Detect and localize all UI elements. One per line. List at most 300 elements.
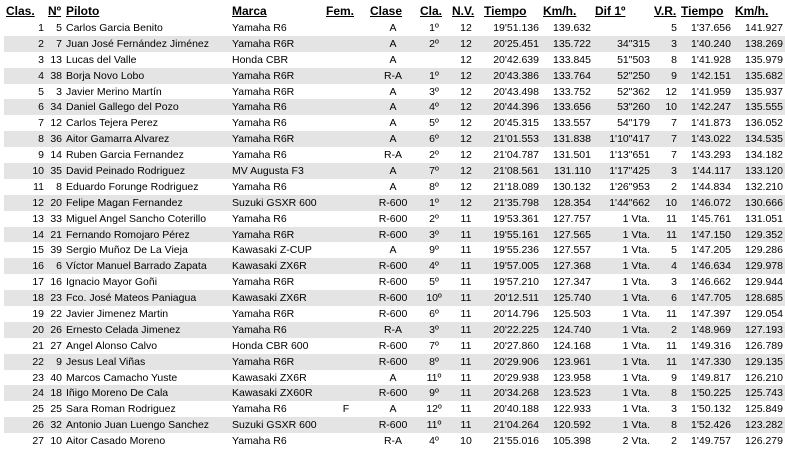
cell-marca: Yamaha R6 xyxy=(232,212,287,225)
cell-piloto: Marcos Camacho Yuste xyxy=(66,371,178,384)
cell-tiempo-vr: 1'37.656 xyxy=(691,21,731,34)
cell-clas: 22 xyxy=(32,355,44,368)
cell-num: 3 xyxy=(56,85,62,98)
cell-kmh-vr: 128.685 xyxy=(745,292,783,305)
cell-tiempo: 21'04.264 xyxy=(493,419,539,432)
cell-clas: 15 xyxy=(32,244,44,257)
cell-kmh-vr: 135.682 xyxy=(745,69,783,82)
cell-clase: R-600 xyxy=(378,260,408,273)
cell-clase: R-600 xyxy=(378,355,408,368)
cell-fem xyxy=(324,417,368,433)
cell-kmh-vr: 134.182 xyxy=(745,149,783,162)
header-kmh[interactable]: Km/h. xyxy=(543,4,577,18)
cell-tiempo-vr: 1'44.834 xyxy=(691,180,731,193)
cell-clase: R-600 xyxy=(378,196,408,209)
cell-piloto: Miguel Angel Sancho Coterillo xyxy=(66,212,207,225)
cell-vr: 6 xyxy=(671,292,677,305)
cell-piloto: Lucas del Valle xyxy=(66,53,137,66)
cell-cla: 5º xyxy=(429,117,439,130)
cell-piloto: Iñigo Moreno De Cala xyxy=(66,387,169,400)
cell-num: 26 xyxy=(50,323,62,336)
cell-nv: 12 xyxy=(460,180,472,193)
cell-vr: 3 xyxy=(671,37,677,50)
cell-cla: 1º xyxy=(429,69,439,82)
cell-dif: 1 Vta. xyxy=(622,228,650,241)
cell-nv: 11 xyxy=(460,403,472,416)
cell-marca: Suzuki GSXR 600 xyxy=(232,196,317,209)
cell-dif: 51"503 xyxy=(617,53,650,66)
cell-cla: 3º xyxy=(429,228,439,241)
cell-dif: 1'17"425 xyxy=(609,164,650,177)
cell-nv: 11 xyxy=(460,212,472,225)
cell-clas: 24 xyxy=(32,387,44,400)
cell-piloto: Carlos Garcia Benito xyxy=(66,21,163,34)
cell-tiempo-vr: 1'49.316 xyxy=(691,339,731,352)
cell-kmh: 133.764 xyxy=(553,69,591,82)
cell-fem xyxy=(324,227,368,243)
cell-clas: 12 xyxy=(32,196,44,209)
cell-kmh: 123.958 xyxy=(553,371,591,384)
cell-clase: R-600 xyxy=(378,228,408,241)
cell-num: 22 xyxy=(50,307,62,320)
header-row xyxy=(4,2,785,20)
cell-num: 5 xyxy=(56,21,62,34)
cell-nv: 12 xyxy=(460,37,472,50)
cell-fem xyxy=(324,147,368,163)
cell-clas: 3 xyxy=(38,53,44,66)
cell-tiempo: 20'27.860 xyxy=(493,339,539,352)
cell-dif: 52"362 xyxy=(617,85,650,98)
cell-clas: 1 xyxy=(38,21,44,34)
header-tiempo-vr[interactable]: Tiempo xyxy=(681,4,724,18)
cell-marca: Suzuki GSXR 600 xyxy=(232,419,317,432)
header-nv[interactable]: N.V. xyxy=(452,4,475,18)
cell-dif: 52"250 xyxy=(617,69,650,82)
cell-tiempo-vr: 1'49.817 xyxy=(691,371,731,384)
cell-cla: 4º xyxy=(429,435,439,448)
cell-fem xyxy=(324,242,368,258)
cell-kmh: 133.845 xyxy=(553,53,591,66)
cell-dif: 1 Vta. xyxy=(622,355,650,368)
cell-nv: 11 xyxy=(460,307,472,320)
cell-vr: 10 xyxy=(665,101,677,114)
cell-kmh-vr: 132.210 xyxy=(745,180,783,193)
cell-num: 6 xyxy=(56,260,62,273)
cell-nv: 12 xyxy=(460,117,472,130)
cell-kmh-vr: 129.135 xyxy=(745,355,783,368)
cell-clase: A xyxy=(389,371,397,384)
cell-cla: 1º xyxy=(429,196,439,209)
cell-vr: 7 xyxy=(671,133,677,146)
cell-kmh-vr: 136.052 xyxy=(745,117,783,130)
header-kmh-vr[interactable]: Km/h. xyxy=(735,4,769,18)
cell-nv: 11 xyxy=(460,244,472,257)
cell-kmh: 133.656 xyxy=(553,101,591,114)
cell-kmh-vr: 125.743 xyxy=(745,387,783,400)
results-table xyxy=(4,2,785,449)
cell-cla: 2º xyxy=(429,212,439,225)
cell-nv: 11 xyxy=(460,419,472,432)
table-row xyxy=(4,242,785,258)
cell-cla: 1º xyxy=(429,21,439,34)
cell-marca: Yamaha R6 xyxy=(232,149,287,162)
cell-marca: Yamaha R6R xyxy=(232,133,295,146)
cell-tiempo: 19'57.210 xyxy=(493,276,539,289)
cell-kmh-vr: 135.979 xyxy=(745,53,783,66)
cell-marca: Honda CBR 600 xyxy=(232,339,309,352)
header-dif[interactable]: Dif 1º xyxy=(595,4,626,18)
cell-clase: A xyxy=(389,37,397,50)
cell-fem xyxy=(324,99,368,115)
cell-fem xyxy=(324,322,368,338)
cell-dif: 1 Vta. xyxy=(622,387,650,400)
cell-nv: 11 xyxy=(460,228,472,241)
cell-num: 21 xyxy=(50,228,62,241)
cell-vr: 11 xyxy=(666,212,677,225)
cell-vr: 2 xyxy=(671,323,677,336)
cell-clas: 2 xyxy=(38,37,44,50)
cell-vr: 11 xyxy=(666,339,677,352)
header-tiempo[interactable]: Tiempo xyxy=(484,4,527,18)
cell-kmh-vr: 126.279 xyxy=(745,435,783,448)
cell-cla: 3º xyxy=(429,85,439,98)
cell-clase: R-A xyxy=(383,69,403,82)
cell-tiempo-vr: 1'41.873 xyxy=(691,117,731,130)
cell-dif: 1 Vta. xyxy=(622,307,650,320)
cell-piloto: Aitor Casado Moreno xyxy=(66,435,166,448)
cell-vr: 2 xyxy=(671,435,677,448)
cell-fem xyxy=(324,36,368,52)
cell-kmh: 127.347 xyxy=(553,276,591,289)
cell-tiempo: 19'57.005 xyxy=(493,260,539,273)
cell-num: 10 xyxy=(50,435,62,448)
results-body xyxy=(4,20,785,449)
cell-fem xyxy=(324,84,368,100)
cell-fem xyxy=(324,290,368,306)
cell-kmh: 131.110 xyxy=(553,164,591,177)
cell-cla: 12º xyxy=(426,403,442,416)
cell-cla: 4º xyxy=(429,101,439,114)
cell-dif: 54"179 xyxy=(617,117,650,130)
header-num[interactable]: Nº xyxy=(48,4,62,18)
table-row xyxy=(4,20,785,36)
cell-tiempo-vr: 1'43.293 xyxy=(691,149,731,162)
cell-clase: A xyxy=(389,117,397,130)
cell-vr: 7 xyxy=(671,149,677,162)
cell-tiempo-vr: 1'48.969 xyxy=(691,323,731,336)
cell-cla: 9º xyxy=(429,244,439,257)
cell-dif: 34"315 xyxy=(617,37,650,50)
cell-nv: 10 xyxy=(460,435,472,448)
cell-kmh: 122.933 xyxy=(553,403,591,416)
cell-tiempo: 20'29.906 xyxy=(493,355,539,368)
cell-piloto: Fco. José Mateos Paniagua xyxy=(66,292,197,305)
cell-cla xyxy=(418,52,450,68)
cell-kmh: 133.557 xyxy=(553,117,591,130)
cell-vr: 10 xyxy=(665,196,677,209)
table-row xyxy=(4,131,785,147)
cell-cla: 6º xyxy=(429,133,439,146)
cell-kmh: 124.168 xyxy=(553,339,591,352)
cell-tiempo-vr: 1'44.117 xyxy=(691,164,731,177)
cell-vr: 3 xyxy=(671,164,677,177)
cell-vr: 8 xyxy=(671,53,677,66)
cell-kmh: 127.565 xyxy=(553,228,591,241)
cell-kmh-vr: 126.789 xyxy=(745,339,783,352)
cell-kmh-vr: 129.054 xyxy=(745,307,783,320)
cell-dif: 1 Vta. xyxy=(622,260,650,273)
cell-clase: A xyxy=(389,180,397,193)
cell-nv: 11 xyxy=(460,339,472,352)
cell-clase: R-A xyxy=(383,435,403,448)
cell-nv: 12 xyxy=(460,53,472,66)
cell-fem xyxy=(324,274,368,290)
cell-marca: Honda CBR xyxy=(232,53,289,66)
table-row xyxy=(4,290,785,306)
cell-tiempo-vr: 1'41.959 xyxy=(691,85,731,98)
cell-nv: 12 xyxy=(460,85,472,98)
cell-dif: 1 Vta. xyxy=(622,403,650,416)
cell-dif: 1'13"651 xyxy=(609,149,650,162)
cell-tiempo-vr: 1'41.928 xyxy=(691,53,731,66)
header-clase[interactable]: Clase xyxy=(370,4,403,18)
cell-kmh: 127.368 xyxy=(553,260,591,273)
table-row xyxy=(4,274,785,290)
cell-num: 23 xyxy=(50,292,62,305)
cell-piloto: Jesus Leal Viñas xyxy=(66,355,146,368)
cell-cla: 9º xyxy=(429,387,439,400)
cell-tiempo: 21'01.553 xyxy=(493,133,539,146)
cell-tiempo: 19'55.161 xyxy=(493,228,539,241)
cell-vr: 5 xyxy=(671,244,677,257)
cell-tiempo-vr: 1'47.150 xyxy=(691,228,731,241)
cell-nv: 11 xyxy=(460,260,472,273)
cell-kmh-vr: 130.666 xyxy=(745,196,783,209)
table-row xyxy=(4,211,785,227)
cell-num: 35 xyxy=(50,164,62,177)
cell-num: 16 xyxy=(50,276,62,289)
cell-clase: R-600 xyxy=(378,292,408,305)
cell-cla: 2º xyxy=(429,149,439,162)
cell-piloto: Daniel Gallego del Pozo xyxy=(66,101,179,114)
cell-nv: 11 xyxy=(460,355,472,368)
cell-num: 7 xyxy=(56,37,62,50)
cell-clas: 21 xyxy=(32,339,44,352)
cell-dif: 1 Vta. xyxy=(622,212,650,225)
cell-clase: R-600 xyxy=(378,339,408,352)
header-clas[interactable]: Clas. xyxy=(6,4,35,18)
cell-cla: 7º xyxy=(429,164,439,177)
cell-cla: 2º xyxy=(429,37,439,50)
cell-dif: 1 Vta. xyxy=(622,371,650,384)
cell-dif: 1 Vta. xyxy=(622,292,650,305)
cell-piloto: Ruben Garcia Fernandez xyxy=(66,149,184,162)
cell-tiempo: 20'22.225 xyxy=(493,323,539,336)
cell-tiempo-vr: 1'47.397 xyxy=(691,307,731,320)
cell-kmh: 127.757 xyxy=(553,212,591,225)
header-fem[interactable]: Fem. xyxy=(326,4,355,18)
table-row xyxy=(4,370,785,386)
cell-kmh: 139.632 xyxy=(553,21,591,34)
cell-kmh-vr: 123.282 xyxy=(745,419,783,432)
cell-dif: 1 Vta. xyxy=(622,323,650,336)
cell-kmh-vr: 135.937 xyxy=(745,85,783,98)
cell-tiempo-vr: 1'47.330 xyxy=(691,355,731,368)
cell-num: 13 xyxy=(50,53,62,66)
header-marca[interactable]: Marca xyxy=(232,4,267,18)
cell-tiempo: 19'55.236 xyxy=(493,244,539,257)
table-row xyxy=(4,195,785,211)
cell-fem: F xyxy=(342,403,350,416)
cell-piloto: Ignacio Mayor Goñi xyxy=(66,276,158,289)
cell-kmh-vr: 126.210 xyxy=(745,371,783,384)
cell-piloto: Sara Roman Rodriguez xyxy=(66,403,176,416)
cell-tiempo: 19'53.361 xyxy=(493,212,539,225)
table-row xyxy=(4,163,785,179)
cell-tiempo: 21'04.787 xyxy=(493,149,539,162)
table-row xyxy=(4,179,785,195)
cell-fem xyxy=(324,354,368,370)
cell-kmh-vr: 129.286 xyxy=(745,244,783,257)
cell-nv: 12 xyxy=(460,69,472,82)
header-cla[interactable]: Cla. xyxy=(420,4,443,18)
cell-clas: 16 xyxy=(32,260,44,273)
cell-num: 25 xyxy=(50,403,62,416)
cell-fem xyxy=(324,385,368,401)
cell-fem xyxy=(324,131,368,147)
cell-fem xyxy=(324,115,368,131)
cell-kmh: 123.961 xyxy=(553,355,591,368)
header-vr[interactable]: V.R. xyxy=(654,4,677,18)
cell-clas: 6 xyxy=(38,101,44,114)
cell-clase: A xyxy=(389,85,397,98)
cell-tiempo: 20'40.188 xyxy=(493,403,539,416)
cell-tiempo-vr: 1'43.022 xyxy=(691,133,731,146)
cell-clas: 27 xyxy=(32,435,44,448)
cell-fem xyxy=(324,195,368,211)
cell-piloto: Javier Merino Martín xyxy=(66,85,162,98)
cell-vr: 4 xyxy=(671,260,677,273)
cell-marca: Yamaha R6R xyxy=(232,355,295,368)
cell-fem xyxy=(324,179,368,195)
header-piloto[interactable]: Piloto xyxy=(66,4,100,18)
cell-clas: 19 xyxy=(32,307,44,320)
cell-marca: Kawasaki ZX6R xyxy=(232,371,307,384)
cell-clas: 7 xyxy=(38,117,44,130)
cell-vr: 7 xyxy=(671,117,677,130)
table-row xyxy=(4,84,785,100)
cell-cla: 7º xyxy=(429,339,439,352)
cell-tiempo-vr: 1'42.151 xyxy=(691,69,731,82)
cell-vr: 3 xyxy=(671,276,677,289)
cell-nv: 11 xyxy=(460,371,472,384)
cell-clas: 23 xyxy=(32,371,44,384)
cell-tiempo-vr: 1'50.132 xyxy=(691,403,731,416)
cell-cla: 4º xyxy=(429,260,439,273)
cell-marca: Yamaha R6R xyxy=(232,69,295,82)
cell-piloto: Eduardo Forunge Rodriguez xyxy=(66,180,199,193)
cell-piloto: Ernesto Celada Jimenez xyxy=(66,323,181,336)
cell-marca: Yamaha R6 xyxy=(232,323,287,336)
cell-marca: Yamaha R6 xyxy=(232,180,287,193)
cell-marca: Kawasaki ZX6R xyxy=(232,292,307,305)
cell-tiempo: 21'35.798 xyxy=(493,196,539,209)
cell-dif xyxy=(593,20,652,36)
cell-kmh: 125.740 xyxy=(553,292,591,305)
cell-clase: R-A xyxy=(383,149,403,162)
cell-marca: Yamaha R6 xyxy=(232,435,287,448)
table-row xyxy=(4,227,785,243)
cell-vr: 9 xyxy=(671,371,677,384)
cell-marca: Kawasaki ZX6R xyxy=(232,260,307,273)
cell-tiempo: 21'18.089 xyxy=(493,180,539,193)
cell-fem xyxy=(324,20,368,36)
cell-num: 20 xyxy=(50,196,62,209)
table-row xyxy=(4,115,785,131)
cell-kmh: 128.354 xyxy=(553,196,591,209)
cell-dif: 1 Vta. xyxy=(622,276,650,289)
cell-nv: 12 xyxy=(460,164,472,177)
cell-fem xyxy=(324,163,368,179)
cell-num: 36 xyxy=(50,133,62,146)
cell-num: 18 xyxy=(50,387,62,400)
cell-piloto: Juan José Fernández Jiménez xyxy=(66,37,209,50)
cell-kmh-vr: 129.978 xyxy=(745,260,783,273)
table-row xyxy=(4,147,785,163)
table-row xyxy=(4,52,785,68)
cell-tiempo-vr: 1'47.705 xyxy=(691,292,731,305)
cell-nv: 11 xyxy=(460,323,472,336)
cell-piloto: Sergio Muñoz De La Vieja xyxy=(66,244,188,257)
cell-kmh: 135.722 xyxy=(553,37,591,50)
cell-vr: 5 xyxy=(671,21,677,34)
cell-tiempo-vr: 1'49.757 xyxy=(691,435,731,448)
cell-marca: Yamaha R6R xyxy=(232,85,295,98)
cell-clase: R-600 xyxy=(378,212,408,225)
cell-tiempo-vr: 1'52.426 xyxy=(691,419,731,432)
cell-num: 9 xyxy=(56,355,62,368)
cell-dif: 2 Vta. xyxy=(622,435,650,448)
cell-vr: 11 xyxy=(666,355,677,368)
cell-tiempo: 20'34.268 xyxy=(493,387,539,400)
cell-kmh: 105.398 xyxy=(553,435,591,448)
cell-kmh: 127.557 xyxy=(553,244,591,257)
cell-tiempo-vr: 1'46.072 xyxy=(691,196,731,209)
table-row xyxy=(4,258,785,274)
cell-kmh-vr: 133.120 xyxy=(745,164,783,177)
cell-fem xyxy=(324,370,368,386)
cell-fem xyxy=(324,52,368,68)
cell-marca: Kawasaki Z-CUP xyxy=(232,244,312,257)
cell-cla: 11º xyxy=(426,371,442,384)
cell-piloto: Javier Jimenez Martin xyxy=(66,307,169,320)
cell-fem xyxy=(324,68,368,84)
cell-cla: 5º xyxy=(429,276,439,289)
cell-piloto: Víctor Manuel Barrado Zapata xyxy=(66,260,207,273)
cell-piloto: Fernando Romojaro Pérez xyxy=(66,228,190,241)
cell-piloto: Borja Novo Lobo xyxy=(66,69,145,82)
cell-dif: 1'26"953 xyxy=(609,180,650,193)
cell-num: 34 xyxy=(50,101,62,114)
cell-nv: 11 xyxy=(460,387,472,400)
cell-clase: R-600 xyxy=(378,387,408,400)
cell-kmh-vr: 135.555 xyxy=(745,101,783,114)
cell-fem xyxy=(324,338,368,354)
cell-vr: 3 xyxy=(671,403,677,416)
cell-cla: 6º xyxy=(429,307,439,320)
cell-nv: 11 xyxy=(460,276,472,289)
cell-cla: 8º xyxy=(429,355,439,368)
